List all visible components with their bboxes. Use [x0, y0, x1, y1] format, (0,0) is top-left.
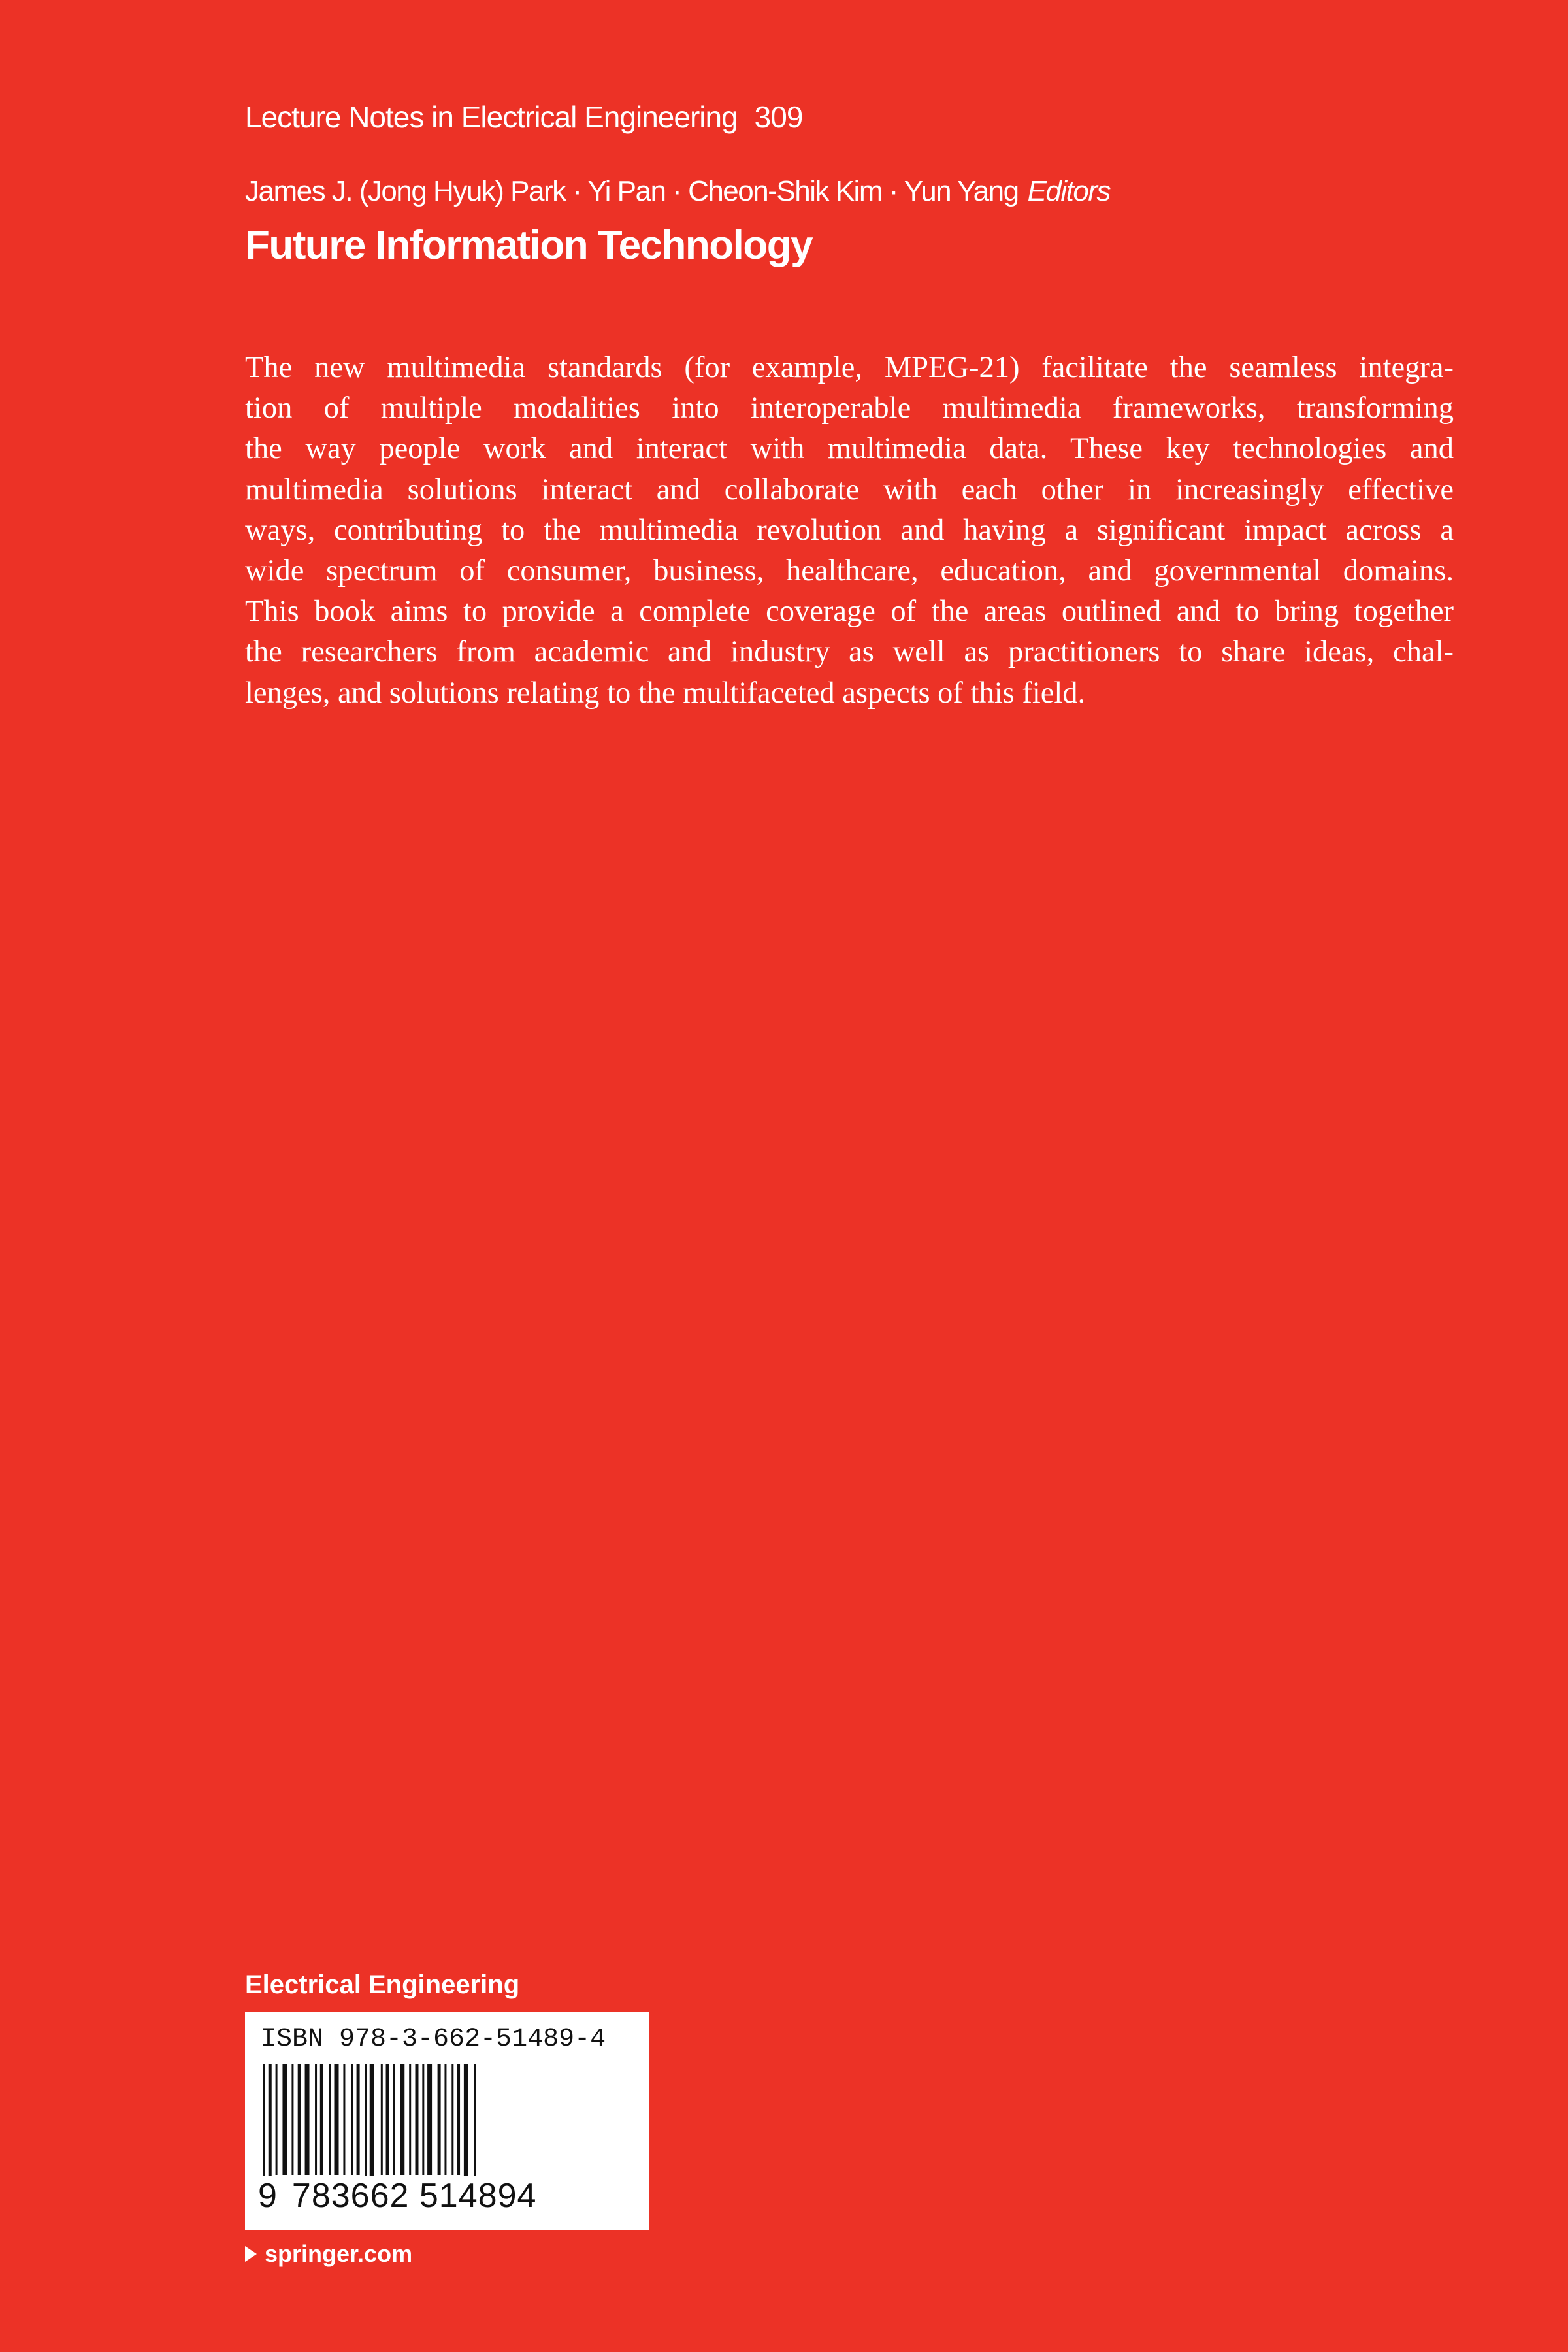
blurb-line: the way people work and interact with multimedia data. These key technologies and [245, 432, 1454, 466]
barcode-bar [320, 2064, 323, 2175]
blurb-line: lenges, and solutions relating to the multifaceted aspects of this field. [245, 676, 1086, 710]
barcode-lead-digit: 9 [258, 2177, 278, 2215]
barcode-bar [451, 2064, 453, 2175]
isbn-barcode-box [245, 2012, 649, 2230]
barcode-bar [409, 2064, 411, 2175]
blurb-line: ways, contributing to the multimedia revolution and having a significant impact across a [245, 513, 1454, 547]
blurb-line: multimedia solutions interact and collaborate with each other in increasingly effective [245, 472, 1454, 506]
barcode-number: 783662 514894 [291, 2177, 537, 2215]
publisher-url: springer.com [265, 2240, 413, 2267]
barcode-bar [457, 2064, 460, 2175]
barcode-bar [400, 2064, 404, 2175]
blurb-line: the researchers from academic and industry as well as practitioners to share ideas, chal- [245, 635, 1454, 669]
barcode-bar [305, 2064, 310, 2175]
barcode-bar [276, 2064, 278, 2175]
editors-line [245, 175, 1110, 208]
series-name: Lecture Notes in Electrical Engineering [245, 100, 738, 134]
barcode-bar [282, 2064, 287, 2175]
barcode-bar [329, 2064, 331, 2175]
barcode-bar [343, 2064, 345, 2175]
series-number: 309 [754, 100, 803, 134]
blurb-line: The new multimedia standards (for example, MPEG-21) facilitate the seamless integra- [245, 351, 1454, 384]
barcode-bar [315, 2064, 317, 2175]
barcode-bar [381, 2064, 383, 2175]
subject-category: Electrical Engineering [245, 1970, 520, 1999]
barcode-bar [291, 2064, 293, 2175]
barcode-bar [438, 2064, 441, 2175]
barcode-digits [258, 2176, 539, 2215]
arrow-right-icon [245, 2246, 257, 2262]
blurb-line: tion of multiple modalities into interoperable multimedia frameworks, transforming [245, 391, 1454, 425]
blurb-line: This book aims to provide a complete coverage of the areas outlined and to bring together [245, 595, 1454, 629]
publisher-link[interactable] [245, 2240, 412, 2268]
editors-role: Editors [1027, 175, 1111, 207]
barcode-bar [444, 2064, 446, 2175]
barcode-bar [386, 2064, 389, 2175]
barcode-bar [393, 2064, 395, 2175]
editor-names: James J. (Jong Hyuk) Park · Yi Pan · Cheon-Shik Kim · Yun Yang [245, 175, 1019, 207]
barcode-bar [427, 2064, 432, 2175]
isbn-label: ISBN 978-3-662-51489-4 [261, 2025, 606, 2054]
barcode-bar [335, 2064, 339, 2175]
barcode-bar [298, 2064, 301, 2175]
barcode-bar [422, 2064, 424, 2175]
barcode-bar [357, 2064, 360, 2175]
blurb-line: wide spectrum of consumer, business, healthcare, education, and governmental domains. [245, 554, 1454, 588]
barcode-bar [416, 2064, 419, 2175]
book-title: Future Information Technology [245, 223, 813, 268]
series-line [245, 99, 802, 135]
blurb-paragraph [245, 348, 1454, 714]
barcode-bar [351, 2064, 353, 2175]
